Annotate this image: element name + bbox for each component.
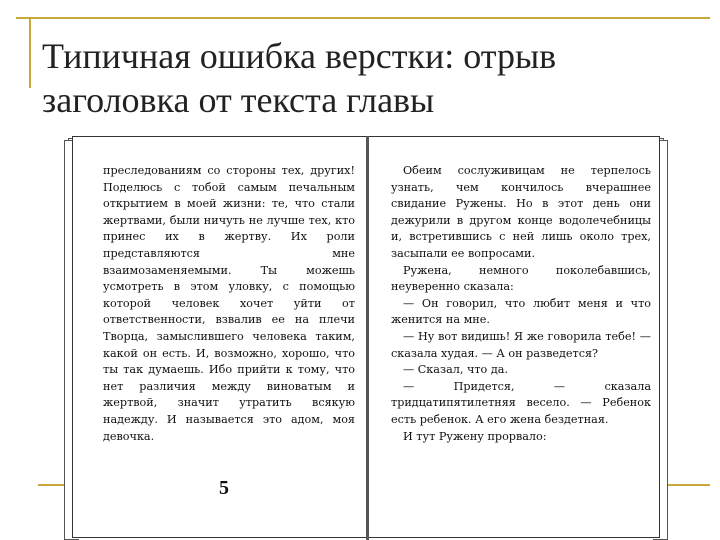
- left-page: [72, 136, 368, 538]
- left-page-text: [103, 163, 355, 445]
- right-page-paragraph: Ружена, немного поколебавшись, неуверенно сказала:: [391, 263, 651, 294]
- right-page-paragraph: — Он говорил, что любит меня и что женится на мне.: [391, 296, 651, 327]
- left-accent-rule: [29, 18, 31, 88]
- right-page-text: [391, 163, 651, 445]
- book-spine: [366, 136, 369, 540]
- right-page-paragraph: — Придется, — сказала тридцатипятилетняя весело. — Ребенок есть ребенок. А его жена бездетная.: [391, 379, 651, 426]
- slide-title: Типичная ошибка верстки: отрыв заголовка от текста главы: [42, 36, 557, 120]
- page-number: 5: [219, 477, 229, 499]
- right-page-paragraph: — Сказал, что да.: [403, 363, 508, 377]
- left-page-paragraph: преследованиям со стороны тех, других! Поделюсь с тобой самым печальным открытием в моей жизни: те, что стали жертвами, были ничуть не лучше тех, кто принес их в жертву. Их роли представляются мне взаимозаменяемыми. Ты можешь усмотреть в этом уловку, с помощью которой человек хочет уйти от ответственности, взвалив ее на плечи Творца, замыслившего человека таким, какой он есть. И, возможно, хорошо, что ты так думаешь. Ибо прийти к тому, что нет различия между виноватым и жертвой, значит утратить всякую надежду. И называется это адом, моя девочка.: [103, 164, 355, 443]
- right-page-paragraph: Обеим сослуживицам не терпелось узнать, чем кончилось вчерашнее свидание Ружены. Но в этот день они дежурили в другом конце водолечебницы и, встретившись с ней лишь около трех, засыпали ее вопросами.: [391, 164, 651, 260]
- right-page-paragraph: И тут Ружену прорвало:: [403, 429, 547, 443]
- right-page-paragraph: — Ну вот видишь! Я же говорила тебе! — сказала худая. — А он разведется?: [391, 329, 651, 360]
- open-book-image: [64, 136, 668, 540]
- top-rule: [16, 17, 710, 19]
- right-page: [368, 136, 660, 538]
